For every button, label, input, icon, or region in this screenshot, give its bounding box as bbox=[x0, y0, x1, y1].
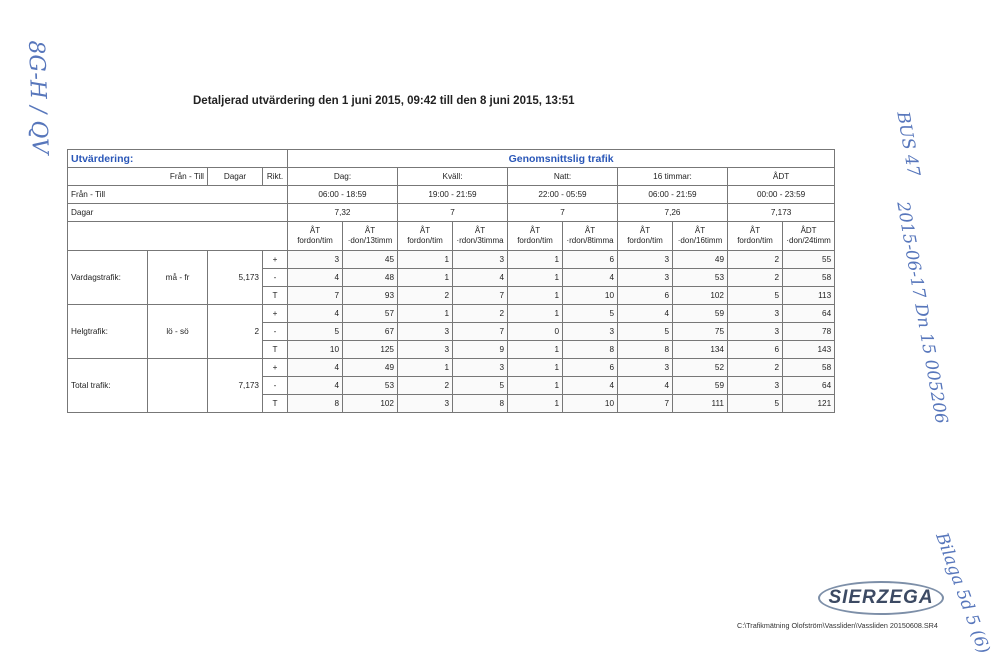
row-label-fran-till: Från - Till bbox=[68, 186, 288, 204]
time-16timmar: 06:00 - 21:59 bbox=[618, 186, 728, 204]
value-cell: 5 bbox=[453, 377, 508, 395]
table-row bbox=[68, 251, 835, 269]
value-cell: 113 bbox=[783, 287, 835, 305]
table-row bbox=[68, 359, 835, 377]
group-days-count: 2 bbox=[208, 305, 263, 359]
group-name: Helgtrafik: bbox=[68, 305, 148, 359]
value-cell: 93 bbox=[343, 287, 398, 305]
unit-header-bottom: ·don/24timm bbox=[786, 236, 831, 245]
value-cell: 4 bbox=[618, 305, 673, 323]
value-cell: 58 bbox=[783, 269, 835, 287]
value-cell: 78 bbox=[783, 323, 835, 341]
page-title: Detaljerad utvärdering den 1 juni 2015, 09:42 till den 8 juni 2015, 13:51 bbox=[193, 95, 575, 107]
value-cell: 3 bbox=[453, 359, 508, 377]
value-cell: 1 bbox=[398, 251, 453, 269]
value-cell: 4 bbox=[618, 377, 673, 395]
value-cell: 8 bbox=[288, 395, 343, 413]
value-cell: 49 bbox=[343, 359, 398, 377]
col-fran-till: Från - Till bbox=[68, 168, 208, 186]
unit-header-bottom: fordon/tim bbox=[627, 236, 663, 245]
unit-header-bottom: ·don/16timm bbox=[677, 236, 723, 245]
value-cell: 3 bbox=[728, 323, 783, 341]
value-cell: 1 bbox=[508, 359, 563, 377]
value-cell: 2 bbox=[728, 251, 783, 269]
unit-header-top: ÅT bbox=[309, 226, 321, 235]
value-cell: 64 bbox=[783, 305, 835, 323]
value-cell: 102 bbox=[673, 287, 728, 305]
group-days-label: lö - sö bbox=[148, 305, 208, 359]
handwritten-note-right-mid: 2015-06-17 Dn 15 005206 bbox=[892, 200, 952, 426]
unit-header-7 bbox=[673, 222, 728, 251]
unit-header-3 bbox=[453, 222, 508, 251]
value-cell: 57 bbox=[343, 305, 398, 323]
value-cell: 7 bbox=[618, 395, 673, 413]
value-cell: 3 bbox=[728, 377, 783, 395]
unit-header-bottom: ·rdon/8timma bbox=[566, 236, 614, 245]
value-cell: 5 bbox=[728, 287, 783, 305]
value-cell: 53 bbox=[673, 269, 728, 287]
value-cell: 52 bbox=[673, 359, 728, 377]
unit-header-top: ÅDT bbox=[800, 226, 817, 235]
rikt-cell: T bbox=[263, 395, 288, 413]
value-cell: 1 bbox=[508, 377, 563, 395]
value-cell: 10 bbox=[288, 341, 343, 359]
value-cell: 4 bbox=[563, 269, 618, 287]
unit-header-bottom: fordon/tim bbox=[407, 236, 443, 245]
value-cell: 3 bbox=[728, 305, 783, 323]
value-cell: 1 bbox=[508, 395, 563, 413]
value-cell: 5 bbox=[563, 305, 618, 323]
header-row-units bbox=[68, 222, 835, 251]
value-cell: 125 bbox=[343, 341, 398, 359]
group-days-count: 7,173 bbox=[208, 359, 263, 413]
days-adt: 7,173 bbox=[728, 204, 835, 222]
period-adt: ÅDT bbox=[728, 168, 835, 186]
time-adt: 00:00 - 23:59 bbox=[728, 186, 835, 204]
value-cell: 2 bbox=[398, 377, 453, 395]
unit-header-bottom: fordon/tim bbox=[737, 236, 773, 245]
value-cell: 3 bbox=[618, 359, 673, 377]
value-cell: 6 bbox=[563, 359, 618, 377]
units-blank bbox=[68, 222, 288, 251]
value-cell: 8 bbox=[563, 341, 618, 359]
sierzega-logo: SIERZEGA bbox=[818, 581, 944, 615]
genomsnitt-label: Genomsnittslig trafik bbox=[288, 150, 835, 168]
value-cell: 58 bbox=[783, 359, 835, 377]
unit-header-8 bbox=[728, 222, 783, 251]
value-cell: 1 bbox=[398, 269, 453, 287]
value-cell: 2 bbox=[398, 287, 453, 305]
unit-header-bottom: ·rdon/3timma bbox=[456, 236, 504, 245]
period-16timmar: 16 timmar: bbox=[618, 168, 728, 186]
unit-header-top: ÅT bbox=[694, 226, 706, 235]
value-cell: 6 bbox=[728, 341, 783, 359]
header-row-utvardering bbox=[68, 150, 835, 168]
rikt-cell: + bbox=[263, 251, 288, 269]
value-cell: 1 bbox=[508, 269, 563, 287]
value-cell: 4 bbox=[288, 269, 343, 287]
col-rikt: Rikt. bbox=[263, 168, 288, 186]
value-cell: 102 bbox=[343, 395, 398, 413]
header-row-columns bbox=[68, 168, 835, 186]
unit-header-top: ÅT bbox=[749, 226, 761, 235]
value-cell: 1 bbox=[398, 359, 453, 377]
unit-header-6 bbox=[618, 222, 673, 251]
unit-header-top: ÅT bbox=[529, 226, 541, 235]
group-days-label: må - fr bbox=[148, 251, 208, 305]
value-cell: 10 bbox=[563, 395, 618, 413]
value-cell: 9 bbox=[453, 341, 508, 359]
value-cell: 3 bbox=[288, 251, 343, 269]
time-natt: 22:00 - 05:59 bbox=[508, 186, 618, 204]
period-dag: Dag: bbox=[288, 168, 398, 186]
value-cell: 4 bbox=[453, 269, 508, 287]
unit-header-4 bbox=[508, 222, 563, 251]
value-cell: 3 bbox=[618, 269, 673, 287]
value-cell: 8 bbox=[453, 395, 508, 413]
rikt-cell: + bbox=[263, 305, 288, 323]
value-cell: 143 bbox=[783, 341, 835, 359]
value-cell: 55 bbox=[783, 251, 835, 269]
days-natt: 7 bbox=[508, 204, 618, 222]
value-cell: 7 bbox=[453, 287, 508, 305]
value-cell: 4 bbox=[563, 377, 618, 395]
rikt-cell: + bbox=[263, 359, 288, 377]
value-cell: 1 bbox=[508, 251, 563, 269]
group-name: Total trafik: bbox=[68, 359, 148, 413]
unit-header-top: ÅT bbox=[364, 226, 376, 235]
value-cell: 1 bbox=[508, 305, 563, 323]
value-cell: 2 bbox=[728, 359, 783, 377]
handwritten-note-right-bottom: Bilaga 5d 5 (6) bbox=[931, 530, 994, 657]
rikt-cell: T bbox=[263, 341, 288, 359]
days-dag: 7,32 bbox=[288, 204, 398, 222]
unit-header-bottom: fordon/tim bbox=[517, 236, 553, 245]
group-days-label bbox=[148, 359, 208, 413]
value-cell: 45 bbox=[343, 251, 398, 269]
value-cell: 3 bbox=[618, 251, 673, 269]
value-cell: 75 bbox=[673, 323, 728, 341]
value-cell: 53 bbox=[343, 377, 398, 395]
rikt-cell: - bbox=[263, 323, 288, 341]
unit-header-bottom: ·don/13timm bbox=[347, 236, 393, 245]
unit-header-top: ÅT bbox=[419, 226, 431, 235]
value-cell: 4 bbox=[288, 359, 343, 377]
time-dag: 06:00 - 18:59 bbox=[288, 186, 398, 204]
value-cell: 59 bbox=[673, 305, 728, 323]
value-cell: 1 bbox=[508, 341, 563, 359]
value-cell: 2 bbox=[453, 305, 508, 323]
rikt-cell: - bbox=[263, 377, 288, 395]
value-cell: 49 bbox=[673, 251, 728, 269]
unit-header-1 bbox=[343, 222, 398, 251]
unit-header-bottom: fordon/tim bbox=[297, 236, 333, 245]
value-cell: 5 bbox=[728, 395, 783, 413]
footer-file-path: C:\Trafikmätning Olofström\Vassliden\Vassliden 20150608.SR4 bbox=[737, 621, 938, 630]
rikt-cell: - bbox=[263, 269, 288, 287]
value-cell: 6 bbox=[618, 287, 673, 305]
value-cell: 48 bbox=[343, 269, 398, 287]
group-days-count: 5,173 bbox=[208, 251, 263, 305]
time-kvall: 19:00 - 21:59 bbox=[398, 186, 508, 204]
value-cell: 4 bbox=[288, 305, 343, 323]
group-name: Vardagstrafik: bbox=[68, 251, 148, 305]
rikt-cell: T bbox=[263, 287, 288, 305]
value-cell: 8 bbox=[618, 341, 673, 359]
value-cell: 3 bbox=[398, 341, 453, 359]
value-cell: 3 bbox=[453, 251, 508, 269]
unit-header-top: ÅT bbox=[474, 226, 486, 235]
col-dagar: Dagar bbox=[208, 168, 263, 186]
unit-header-top: ÅT bbox=[639, 226, 651, 235]
handwritten-note-right-top: BUS 47 bbox=[892, 110, 924, 178]
value-cell: 3 bbox=[563, 323, 618, 341]
unit-header-top: ÅT bbox=[584, 226, 596, 235]
value-cell: 5 bbox=[288, 323, 343, 341]
days-kvall: 7 bbox=[398, 204, 508, 222]
value-cell: 6 bbox=[563, 251, 618, 269]
value-cell: 5 bbox=[618, 323, 673, 341]
days-16timmar: 7,26 bbox=[618, 204, 728, 222]
table-row bbox=[68, 305, 835, 323]
value-cell: 7 bbox=[453, 323, 508, 341]
value-cell: 3 bbox=[398, 323, 453, 341]
header-row-times bbox=[68, 186, 835, 204]
value-cell: 3 bbox=[398, 395, 453, 413]
period-natt: Natt: bbox=[508, 168, 618, 186]
value-cell: 64 bbox=[783, 377, 835, 395]
handwritten-note-left: 8G-H / QV bbox=[23, 40, 52, 155]
unit-header-0 bbox=[288, 222, 343, 251]
period-kvall: Kväll: bbox=[398, 168, 508, 186]
value-cell: 10 bbox=[563, 287, 618, 305]
value-cell: 67 bbox=[343, 323, 398, 341]
value-cell: 134 bbox=[673, 341, 728, 359]
value-cell: 59 bbox=[673, 377, 728, 395]
value-cell: 0 bbox=[508, 323, 563, 341]
unit-header-2 bbox=[398, 222, 453, 251]
value-cell: 1 bbox=[398, 305, 453, 323]
value-cell: 121 bbox=[783, 395, 835, 413]
unit-header-9 bbox=[783, 222, 835, 251]
value-cell: 111 bbox=[673, 395, 728, 413]
value-cell: 2 bbox=[728, 269, 783, 287]
traffic-table bbox=[67, 149, 835, 413]
row-label-dagar: Dagar bbox=[68, 204, 288, 222]
value-cell: 4 bbox=[288, 377, 343, 395]
value-cell: 1 bbox=[508, 287, 563, 305]
value-cell: 7 bbox=[288, 287, 343, 305]
unit-header-5 bbox=[563, 222, 618, 251]
utvardering-label: Utvärdering: bbox=[68, 150, 288, 168]
header-row-days bbox=[68, 204, 835, 222]
